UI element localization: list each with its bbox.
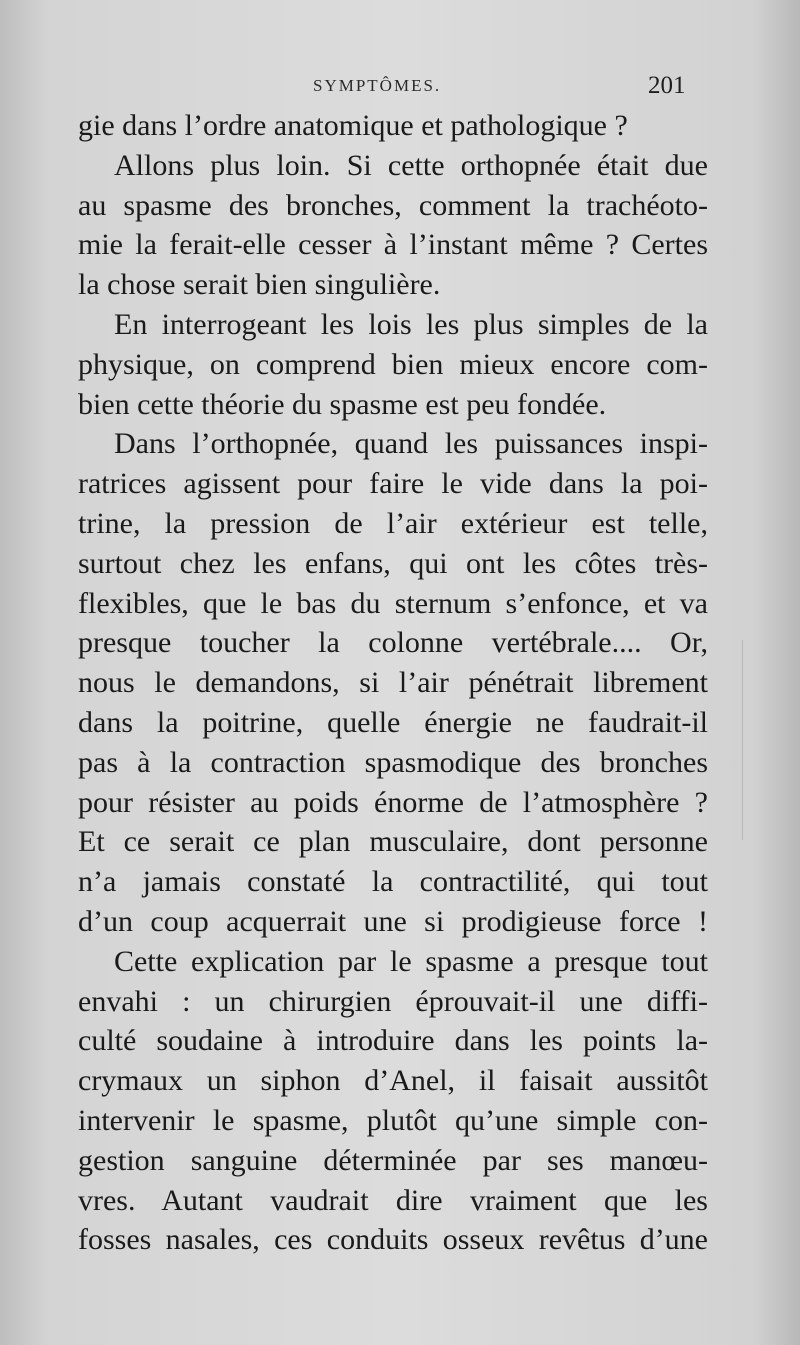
text-line: pour résister au poids énorme de l’atmosphère ? [78, 785, 708, 819]
text-line: nous le demandons, si l’air pénétrait librement [78, 666, 708, 700]
text-line: mie la ferait-elle cesser à l’instant même ? Certes [78, 228, 708, 262]
text-line: surtout chez les enfans, qui ont les côtes très- [78, 546, 708, 580]
text-line: n’a jamais constaté la contractilité, qui tout [78, 865, 708, 899]
margin-pencil-mark [742, 640, 743, 840]
text-line: dans la poitrine, quelle énergie ne faudrait-il [78, 705, 708, 739]
text-line: ratrices agissent pour faire le vide dans la poi- [78, 467, 708, 501]
text-line: Dans l’orthopnée, quand les puissances inspi- [114, 427, 708, 461]
text-line: En interrogeant les lois les plus simples de la [114, 307, 708, 341]
page-number: 201 [648, 72, 686, 99]
text-line: fosses nasales, ces conduits osseux revêtus d’une [78, 1223, 708, 1257]
text-line: pas à la contraction spasmodique des bronches [78, 745, 708, 779]
body-text [78, 106, 708, 1260]
text-line: Et ce serait ce plan musculaire, dont personne [78, 825, 708, 859]
text-line: au spasme des bronches, comment la trachéoto- [78, 188, 708, 222]
text-line: physique, on comprend bien mieux encore com- [78, 347, 708, 381]
running-head [0, 72, 800, 102]
text-line: envahi : un chirurgien éprouvait-il une diffi- [78, 984, 708, 1018]
text-line: crymaux un siphon d’Anel, il faisait aussitôt [78, 1064, 708, 1098]
text-line: Cette explication par le spasme a presque tout [114, 944, 708, 978]
text-line: vres. Autant vaudrait dire vraiment que les [78, 1183, 708, 1217]
text-line: la chose serait bien singulière. [78, 268, 441, 302]
text-line: presque toucher la colonne vertébrale.... Or, [78, 626, 708, 660]
text-line: culté soudaine à introduire dans les points la- [78, 1024, 708, 1058]
text-line: Allons plus loin. Si cette orthopnée était due [114, 148, 708, 182]
text-line: gie dans l’ordre anatomique et pathologique ? [78, 109, 628, 142]
text-line: intervenir le spasme, plutôt qu’une simple con- [78, 1103, 708, 1137]
text-line: trine, la pression de l’air extérieur est telle, [78, 506, 708, 540]
text-line: gestion sanguine déterminée par ses manœu- [78, 1143, 708, 1177]
text-line: d’un coup acquerrait une si prodigieuse force ! [78, 904, 708, 938]
text-line: bien cette théorie du spasme est peu fondée. [78, 387, 607, 421]
text-line: flexibles, que le bas du sternum s’enfonce, et va [78, 586, 708, 620]
running-head-title: SYMPTÔMES. [313, 76, 442, 95]
